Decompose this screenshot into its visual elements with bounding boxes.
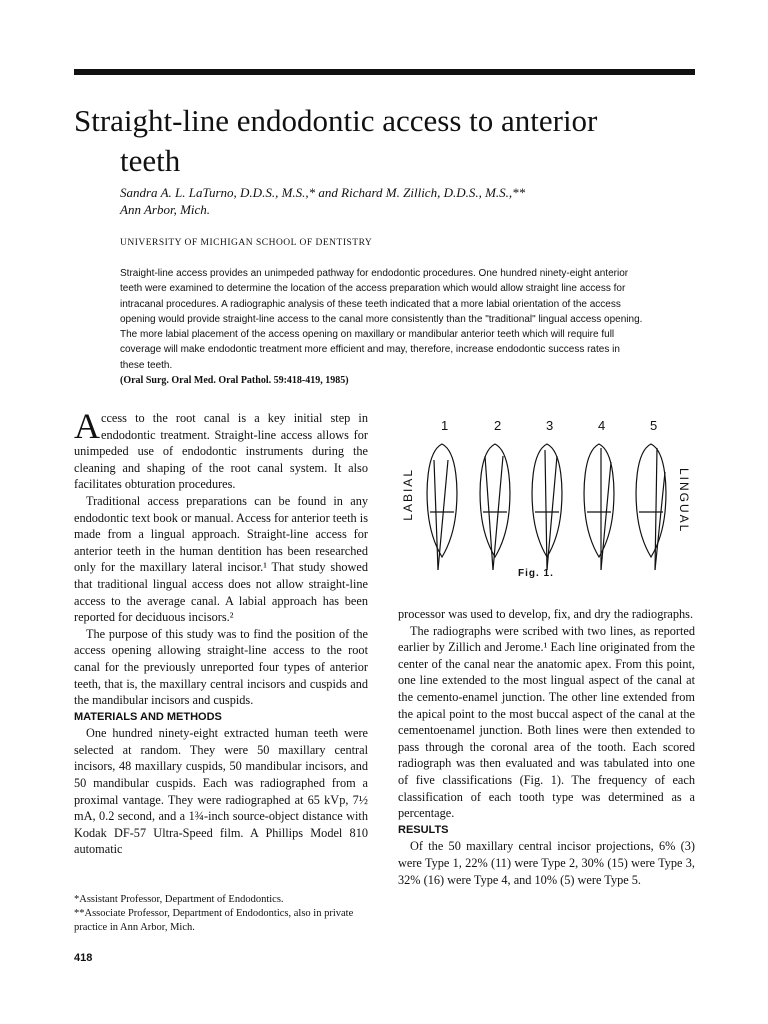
figure-label-lingual: LINGUAL — [677, 468, 691, 534]
right-column — [398, 606, 695, 888]
tooth-type-2 — [480, 444, 510, 570]
authors-names: Sandra A. L. LaTurno, D.D.S., M.S.,* and Richard M. Zillich, D.D.S., M.S.,** — [120, 185, 526, 200]
figure-caption: Fig. 1. — [518, 568, 554, 579]
methods-paragraph-1-continued: processor was used to develop, fix, and dry the radiographs. — [398, 607, 694, 621]
figure-type-number: 2 — [494, 418, 502, 433]
article-title — [74, 101, 694, 181]
figure-label-labial: LABIAL — [401, 468, 415, 521]
abstract — [120, 266, 645, 388]
citation: (Oral Surg. Oral Med. Oral Pathol. 59:418-419, 1985) — [120, 375, 349, 387]
figure-type-number: 1 — [441, 418, 449, 433]
authors-location: Ann Arbor, Mich. — [120, 202, 211, 217]
drop-cap: A — [74, 406, 100, 446]
title-line-1: Straight-line endodontic access to anterior — [74, 103, 598, 138]
affiliation: UNIVERSITY OF MICHIGAN SCHOOL OF DENTISTRY — [120, 238, 373, 248]
figure-1-teeth-diagram — [398, 412, 698, 592]
title-line-2: teeth — [120, 143, 181, 178]
figure-type-number: 4 — [598, 418, 606, 433]
figure-type-number: 3 — [546, 418, 554, 433]
tooth-type-4 — [584, 444, 614, 570]
tooth-type-3 — [532, 444, 562, 570]
methods-paragraph-2: The radiographs were scribed with two lines, as reported earlier by Zillich and Jerome.¹ Each line originated from the center of the canal near the anatomic apex. From this point, one line extended to the most lingual aspect of the canal at the cemento-enamel junction. The other line extended from the apical point to the most buccal aspect of the canal at the cementoenamel junction. Both lines were then extended to pass through the coronal area of the tooth. Each scored radiograph was then evaluated and was tabulated into one of five classifications (Fig. 1). The frequency of each classification of each tooth type was determined as a percentage. — [398, 623, 695, 821]
methods-heading: MATERIALS AND METHODS — [74, 710, 222, 723]
results-heading: RESULTS — [398, 823, 449, 836]
methods-paragraph-1: One hundred ninety-eight extracted human teeth were selected at random. They were 50 maxillary central incisors, 48 maxillary cuspids, 50 mandibular incisors, and 50 mandibular cuspids. Each was radiographed from a proximal vantage. They were radiographed at 65 kVp, 7½ mA, 0.2 second, and a 1¾-inch source-object distance with Kodak DF-57 Ultra-Speed film. A Phillips Model 810 automatic — [74, 726, 368, 857]
intro-paragraph-1 — [74, 406, 368, 493]
figure-type-number: 5 — [650, 418, 658, 433]
intro-paragraph-1-text: ccess to the root canal is a key initial step in endodontic treatment. Straight-line access allows for unimpeded use of endodontic instruments during the cleaning and shaping of the root canal system. It also facilitates obturation procedures. — [74, 411, 368, 492]
footnote-1: *Assistant Professor, Department of Endodontics. — [74, 894, 284, 905]
footnotes — [74, 893, 370, 935]
page-number: 418 — [74, 952, 93, 964]
tooth-type-5 — [636, 444, 666, 570]
intro-paragraph-2: Traditional access preparations can be found in any endodontic text book or manual. Access for anterior teeth is made from a lingual approach. Straight-line access for anterior teeth in the human dentition has been researched only for the maxillary lateral incisor.¹ That study showed that traditional lingual access does not allow straight-line access to the average canal. A labial approach has been reported for deciduous incisors.² — [74, 493, 368, 625]
results-paragraph-1: Of the 50 maxillary central incisor projections, 6% (3) were Type 1, 22% (11) were Type 2, 30% (15) were Type 3, 32% (16) were Type 4, and 10% (5) were Type 5. — [398, 839, 695, 887]
authors — [120, 184, 700, 218]
header-rule — [74, 69, 695, 75]
left-column — [74, 406, 368, 858]
footnote-2: **Associate Professor, Department of Endodontics, also in private practice in Ann Arbor, Mich. — [74, 908, 354, 933]
tooth-type-1 — [427, 444, 457, 570]
intro-paragraph-3: The purpose of this study was to find the position of the access opening allowing straight-line access to the root canal for the previously unreported four types of anterior teeth, that is, the maxillary central incisors and cuspids and the mandibular incisors and cuspids. — [74, 626, 368, 708]
abstract-text: Straight-line access provides an unimpeded pathway for endodontic procedures. One hundred ninety-eight anterior teeth were examined to determine the location of the access preparation which would allow straight line access for intracanal procedures. A radiographic analysis of these teeth indicated that a more labial orientation of the access opening would provide straight-line access to the canal more consistently than the "traditional" lingual access opening. The more labial placement of the access opening on maxillary or mandibular anterior teeth which will require full coverage will make endodontic treatment more efficient and may, therefore, increase endodontic success rates in these teeth. — [120, 268, 643, 371]
